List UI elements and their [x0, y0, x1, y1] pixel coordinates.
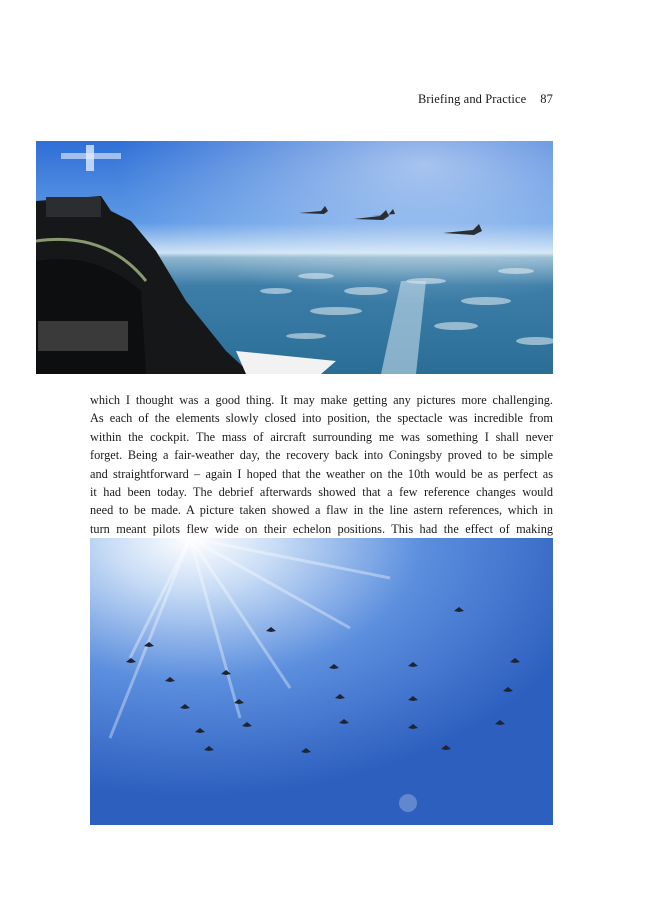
- formation-sky-image: [90, 538, 553, 825]
- body-line: As each of the elements slowly closed into position, the spectacle was incredible from: [90, 411, 553, 426]
- formation-sky-photo: [90, 538, 553, 825]
- body-line: and straightforward – again I hoped that the weather on the 10th would be as perfect as: [90, 466, 553, 481]
- cockpit-formation-photo: [36, 141, 553, 374]
- section-title: Briefing and Practice: [417, 92, 527, 106]
- body-paragraph: [90, 391, 553, 538]
- page-number: 87: [540, 92, 553, 106]
- body-line: it had been today. The debrief afterwards showed that a few reference changes would: [90, 485, 553, 500]
- body-line: turn meant pilots flew wide on their echelon positions. This had the effect of making: [90, 521, 553, 536]
- body-line: forget. Being a fair-weather day, the recovery back into Coningsby proved to be simple: [90, 448, 553, 463]
- body-line: which I thought was a good thing. It may make getting any pictures more challenging.: [90, 393, 553, 407]
- running-head: [418, 92, 553, 107]
- body-line: within the cockpit. The mass of aircraft surrounding me was something I shall never: [90, 429, 553, 444]
- body-line: need to be made. A picture taken showed a flaw in the line astern references, which in: [90, 503, 553, 518]
- cockpit-formation-image: [36, 141, 553, 374]
